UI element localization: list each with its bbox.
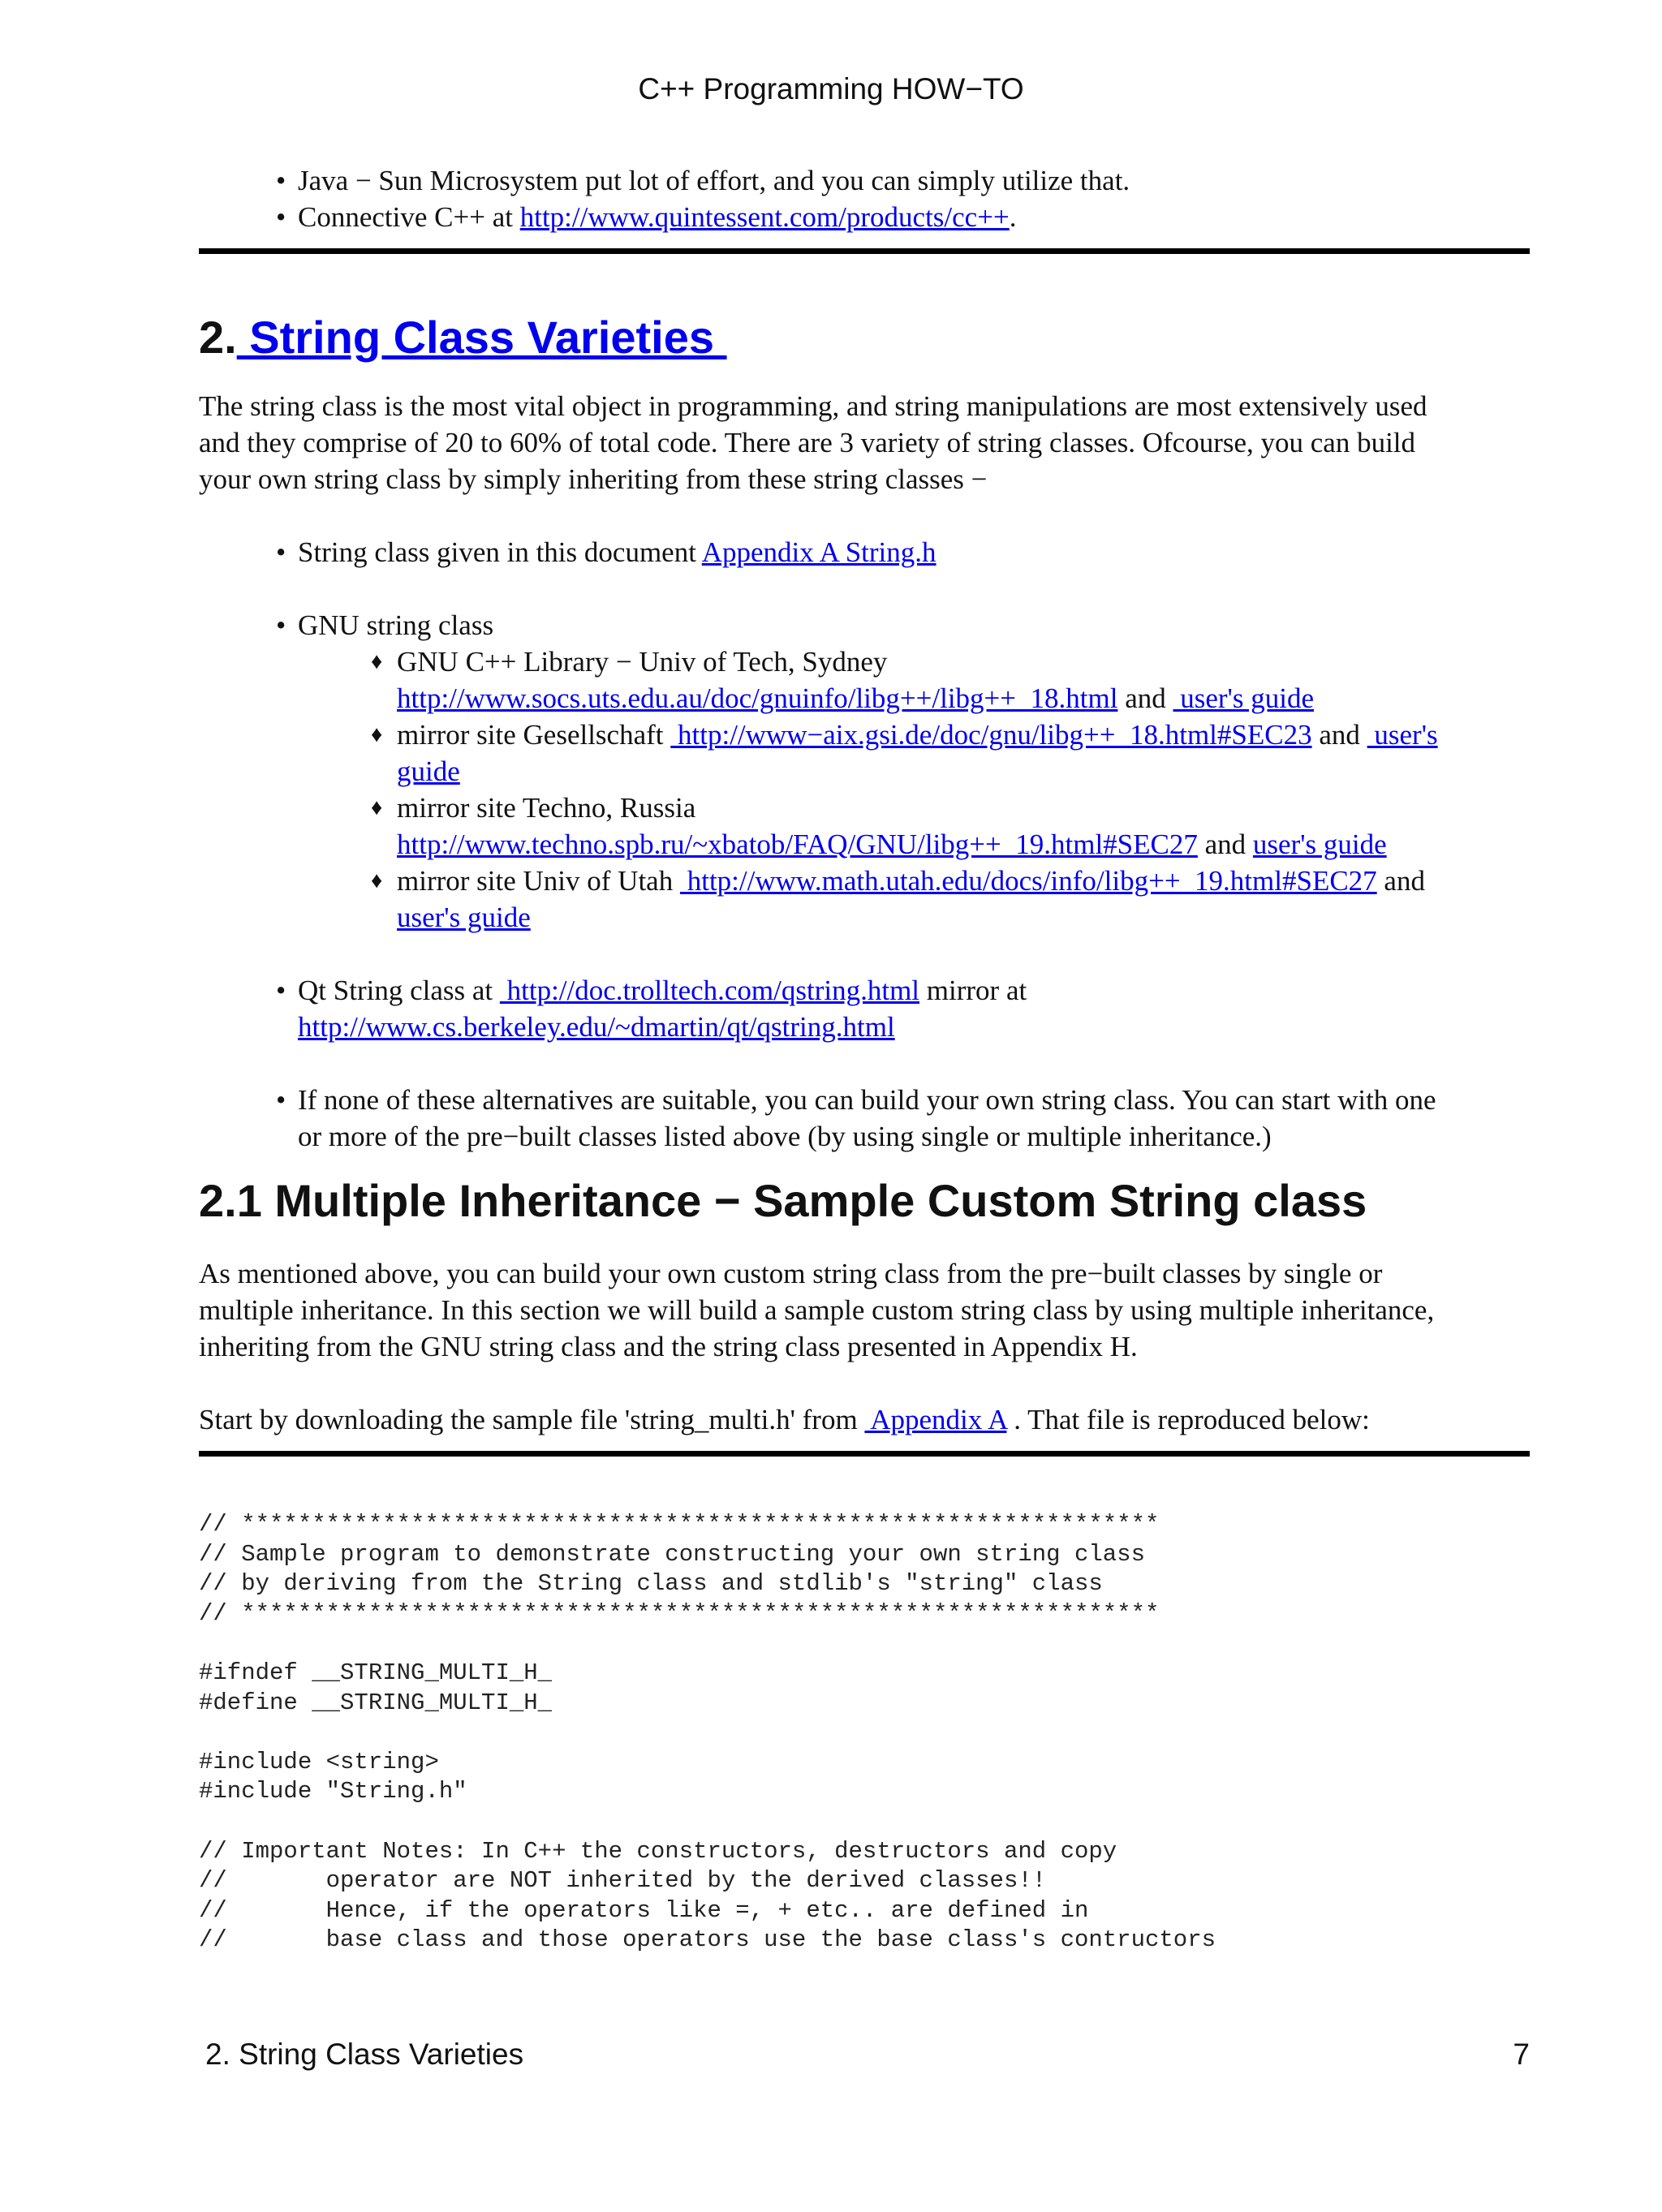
link-quintessent[interactable]: http://www.quintessent.com/products/cc++ (519, 201, 1010, 233)
sub-item-and: and (1311, 719, 1367, 751)
download-suffix: . That file is reproduced below: (1006, 1404, 1370, 1435)
page-number: 7 (1513, 2038, 1530, 2071)
sub-item-techno (298, 790, 1530, 863)
bullet-qt-mid: mirror at (919, 975, 1027, 1006)
bullet-qt-text: Qt String class at (298, 975, 500, 1006)
string-class-list (199, 534, 1530, 1155)
sub-item-and: and (1117, 682, 1173, 714)
section-2-number: 2. (199, 312, 237, 363)
link-techno-spb[interactable]: http://www.techno.spb.ru/~xbatob/FAQ/GNU/libg++_19.html#SEC27 (397, 828, 1198, 860)
link-users-guide-cont[interactable]: guide (397, 755, 460, 787)
bullet-connective (199, 199, 1530, 235)
link-users-guide[interactable]: user's guide (1173, 682, 1314, 714)
bullet-none-suitable (199, 1082, 1530, 1155)
page-footer (205, 2037, 1530, 2072)
link-trolltech[interactable]: http://doc.trolltech.com/qstring.html (499, 975, 920, 1006)
bullet-line: If none of these alternatives are suitable, you can build your own string class. You can start with one (298, 1084, 1436, 1116)
horizontal-rule (199, 1451, 1530, 1457)
sub-item-utah (298, 863, 1530, 936)
sub-item-label: mirror site Techno, Russia (397, 792, 696, 824)
link-users-guide[interactable]: user's (1367, 719, 1438, 751)
para-line: inheriting from the GNU string class and the string class presented in Appendix H. (199, 1331, 1138, 1362)
bullet-string-h (199, 534, 1530, 570)
section-2-1-download-para (199, 1401, 1530, 1438)
running-header: C++ Programming HOW−TO (638, 72, 1024, 105)
link-users-guide[interactable]: user's guide (1252, 828, 1387, 860)
link-appendix-a-string-h[interactable]: Appendix A String.h (701, 536, 936, 568)
bullet-gnu (199, 607, 1530, 936)
sub-item-label: mirror site Gesellschaft (397, 719, 671, 751)
link-math-utah[interactable]: http://www.math.utah.edu/docs/info/libg++_19.html#SEC27 (679, 865, 1377, 897)
link-appendix-a[interactable]: Appendix A (864, 1404, 1007, 1435)
sub-item-gesellschaft (298, 717, 1530, 790)
bullet-string-h-text: String class given in this document (298, 536, 702, 568)
footer-section-title: 2. String Class Varieties (205, 2038, 524, 2071)
bullet-connective-suffix: . (1009, 201, 1017, 233)
bullet-java (199, 162, 1530, 199)
sub-item-label: GNU C++ Library − Univ of Tech, Sydney (397, 646, 888, 678)
bullet-qt (199, 972, 1530, 1045)
intro-line: your own string class by simply inheriting from these string classes − (199, 463, 988, 495)
section-2-title-link[interactable]: String Class Varieties (236, 312, 727, 363)
bullet-gnu-text: GNU string class (298, 609, 494, 641)
bullet-connective-text: Connective C++ at (298, 201, 520, 233)
sub-item-and: and (1197, 828, 1253, 860)
page-content (199, 162, 1530, 1956)
intro-line: The string class is the most vital object in programming, and string manipulations are most extensively used (199, 390, 1427, 422)
sub-item-and: and (1376, 865, 1425, 897)
section-2-1-para (199, 1255, 1530, 1365)
bullet-line: or more of the pre−built classes listed above (by using single or multiple inheritance.) (298, 1121, 1272, 1152)
section-2-1-heading: 2.1 Multiple Inheritance − Sample Custom String class (199, 1175, 1367, 1226)
top-bullet-list (199, 162, 1530, 235)
code-block: // ***************************************************************** // Sample program to demonstrate constructing your own string class // by deriving from the String class and stdlib's "string" class // ***************************************************************** #ifndef __STRING_MULTI_H_ #define __STRING_MULTI_H_ #include <string> #include "String.h" // Important Notes: In C++ the constructors, destructors and copy // operator are NOT inherited by the derived classes!! // Hence, if the operators like =, + etc.. are defined in // base class and those operators use the base class's contructors (199, 1511, 1216, 1954)
sub-item-sydney (298, 643, 1530, 717)
gnu-sub-list (298, 643, 1530, 936)
para-line: As mentioned above, you can build your own custom string class from the pre−built classes by single or (199, 1258, 1383, 1289)
download-text: Start by downloading the sample file 'string_multi.h' from (199, 1404, 865, 1435)
section-2-heading (199, 309, 1530, 366)
link-users-guide[interactable]: user's guide (397, 902, 531, 933)
section-2-intro (199, 388, 1530, 497)
link-socs-uts[interactable]: http://www.socs.uts.edu.au/doc/gnuinfo/libg++/libg++_18.html (397, 682, 1118, 714)
horizontal-rule (199, 248, 1530, 254)
para-line: multiple inheritance. In this section we will build a sample custom string class by using multiple inheritance, (199, 1294, 1435, 1326)
link-gsi[interactable]: http://www−aix.gsi.de/doc/gnu/libg++_18.html#SEC23 (670, 719, 1312, 751)
sub-item-label: mirror site Univ of Utah (397, 865, 680, 897)
intro-line: and they comprise of 20 to 60% of total code. There are 3 variety of string classes. Ofcourse, you can build (199, 427, 1416, 458)
bullet-java-text: Java − Sun Microsystem put lot of effort, and you can simply utilize that. (298, 165, 1130, 196)
link-berkeley[interactable]: http://www.cs.berkeley.edu/~dmartin/qt/qstring.html (298, 1011, 895, 1043)
